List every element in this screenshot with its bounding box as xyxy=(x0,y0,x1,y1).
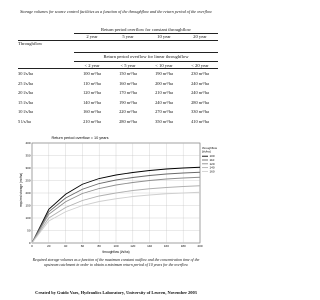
value-cell: 280 m³/ha xyxy=(119,118,137,124)
throughflow-cell: 20 l/s/ha xyxy=(18,90,34,95)
y-tick-label: 0 xyxy=(28,241,31,245)
x-tick-label: 180 xyxy=(180,244,186,248)
value-cell: 330 m³/ha xyxy=(191,109,209,114)
legend-entry: 100 xyxy=(209,154,215,159)
throughflow-cell: 10 l/s/ha xyxy=(18,109,34,114)
x-tick-label: 160 xyxy=(163,244,169,248)
value-cell: 160 m³/ha xyxy=(83,109,101,114)
chart-title: Return period overflow = 10 years xyxy=(51,136,109,140)
y-tick-label: 150 xyxy=(25,203,31,208)
value-cell: 270 m³/ha xyxy=(155,109,173,114)
value-cell: 170 m³/ha xyxy=(119,90,137,95)
chart-legend xyxy=(202,146,218,173)
table-row xyxy=(18,119,218,127)
throughflow-cell: 5 l/s/ha xyxy=(18,118,31,124)
x-tick-label: 100 xyxy=(113,244,119,248)
throughflow-cell: 30 l/s/ha xyxy=(18,71,34,76)
y-tick-label: 200 xyxy=(25,191,31,195)
period-linear: < 20 year xyxy=(191,63,209,68)
legend-entry: 160 xyxy=(209,169,215,174)
x-tick-label: 80 xyxy=(97,244,101,248)
value-cell: 350 m³/ha xyxy=(155,118,173,124)
x-tick-label: 20 xyxy=(47,244,51,248)
figure-caption: Required storage volumes as a function of the maximum constant outflow and the concentration time of the upstream catchment in order to obtain a minimum return period of 10 years for the overflow xyxy=(32,258,200,267)
value-cell: 280 m³/ha xyxy=(191,99,209,105)
period-constant: 10 year xyxy=(157,34,171,39)
value-cell: 100 m³/ha xyxy=(83,71,101,76)
header-constant: Return period overflow for constant throughflow xyxy=(101,27,191,32)
legend-title: [l/s/ha] xyxy=(202,149,211,154)
storage-chart xyxy=(18,135,218,255)
legend-entry: 120 xyxy=(209,161,215,166)
x-tick-label: 40 xyxy=(63,244,68,248)
document-title: Storage volumes for source control facilities as a function of the throughflow and the return period of the overflow xyxy=(20,9,212,14)
period-linear: < 2 year xyxy=(84,63,100,68)
period-linear: < 10 year xyxy=(155,63,173,68)
header-linear: Return period overflow for linear throughflow xyxy=(103,54,189,59)
table-row xyxy=(18,81,218,89)
y-tick-label: 350 xyxy=(25,153,31,158)
value-cell: 240 m³/ha xyxy=(191,80,209,86)
throughflow-cell: 15 l/s/ha xyxy=(18,99,34,105)
credit-line: Created by Guido Vaes, Hydraulics Laboratory, University of Leuven, November 2003 xyxy=(35,290,197,295)
x-tick-label: 200 xyxy=(197,244,203,248)
x-tick-label: 60 xyxy=(80,244,85,248)
value-cell: 240 m³/ha xyxy=(191,90,209,95)
value-cell: 110 m³/ha xyxy=(83,80,101,86)
legend-entry: 110 xyxy=(209,158,215,162)
y-tick-label: 50 xyxy=(27,228,31,233)
value-cell: 160 m³/ha xyxy=(119,80,137,86)
y-tick-label: 300 xyxy=(25,166,31,170)
value-cell: 410 m³/ha xyxy=(191,118,209,124)
value-cell: 150 m³/ha xyxy=(119,71,137,76)
y-tick-label: 400 xyxy=(25,141,31,145)
x-axis-label: throughflow (l/s/ha) xyxy=(102,250,130,254)
throughflow-label: Throughflow xyxy=(18,41,43,46)
value-cell: 190 m³/ha xyxy=(119,99,137,105)
value-cell: 240 m³/ha xyxy=(155,99,173,105)
throughflow-cell: 25 l/s/ha xyxy=(18,80,34,86)
value-cell: 210 m³/ha xyxy=(155,90,173,95)
y-tick-label: 100 xyxy=(25,216,31,220)
legend-entry: 140 xyxy=(209,165,215,170)
value-cell: 190 m³/ha xyxy=(155,71,173,76)
period-constant: 20 year xyxy=(193,34,207,39)
legend-title: throughflow xyxy=(202,146,217,150)
value-cell: 230 m³/ha xyxy=(191,71,209,76)
value-cell: 140 m³/ha xyxy=(83,99,101,105)
table-row xyxy=(18,100,218,108)
period-linear: < 5 year xyxy=(120,63,136,68)
table-row xyxy=(18,109,218,117)
value-cell: 220 m³/ha xyxy=(119,109,137,114)
y-tick-label: 250 xyxy=(25,178,31,183)
value-cell: 120 m³/ha xyxy=(83,90,101,95)
x-tick-label: 140 xyxy=(147,244,153,248)
table-row xyxy=(18,71,218,79)
period-constant: 2 year xyxy=(86,34,98,39)
value-cell: 210 m³/ha xyxy=(83,118,101,124)
value-cell: 200 m³/ha xyxy=(155,80,173,86)
table-row xyxy=(18,90,218,98)
y-axis-label: required storage (m³/ha) xyxy=(19,172,23,208)
period-constant: 5 year xyxy=(122,34,134,39)
x-tick-label: 0 xyxy=(31,244,33,248)
x-tick-label: 120 xyxy=(130,244,136,248)
